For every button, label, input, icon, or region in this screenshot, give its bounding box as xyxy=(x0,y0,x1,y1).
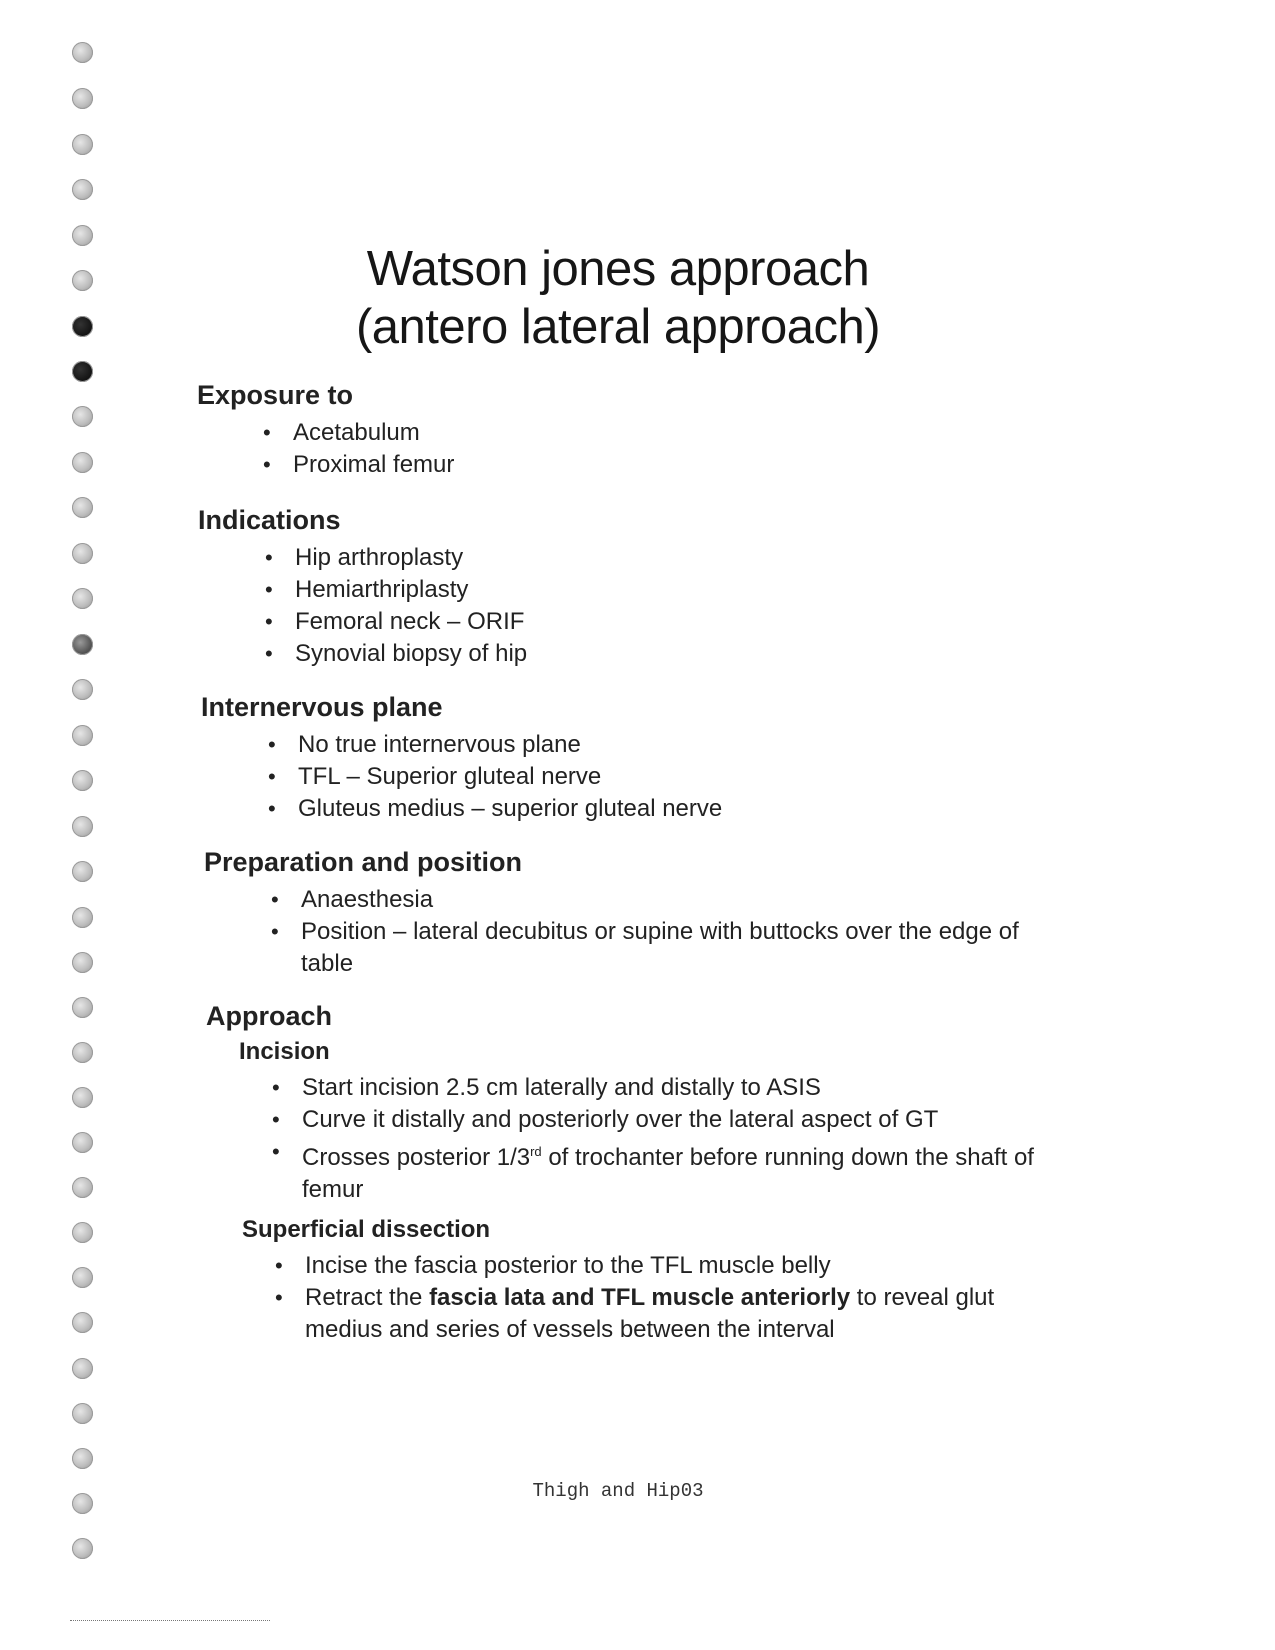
list-item: • Proximal femur xyxy=(263,449,454,481)
binder-hole xyxy=(72,452,93,473)
binder-hole xyxy=(72,1042,93,1063)
section-heading: Internervous plane xyxy=(201,692,443,722)
list-item xyxy=(272,1136,1062,1206)
binder-hole xyxy=(72,816,93,837)
binder-hole xyxy=(72,634,93,655)
title-line-2: (antero lateral approach) xyxy=(355,300,881,354)
section-internervous-plane xyxy=(201,692,722,825)
section-heading: Exposure to xyxy=(197,380,354,410)
binder-hole xyxy=(72,1222,93,1243)
binder-hole xyxy=(72,861,93,882)
list-item: • No true internervous plane xyxy=(268,729,722,761)
binder-hole xyxy=(72,1132,93,1153)
section-heading: Indications xyxy=(198,505,341,535)
binder-hole xyxy=(72,770,93,791)
binder-hole xyxy=(72,588,93,609)
binder-hole xyxy=(72,88,93,109)
binder-hole xyxy=(72,1448,93,1469)
section-heading: Approach xyxy=(206,1001,333,1031)
list-item xyxy=(275,1282,1055,1346)
binder-hole xyxy=(72,179,93,200)
list-item: • Anaesthesia xyxy=(271,884,1064,916)
binder-hole xyxy=(72,543,93,564)
section-preparation xyxy=(204,847,1064,980)
item-text: to reveal glut medius and series of vessels between the interval xyxy=(305,1284,995,1343)
binder-hole xyxy=(72,42,93,63)
list-item: • Gluteus medius – superior gluteal nerve xyxy=(268,793,722,825)
binder-hole xyxy=(72,997,93,1018)
binder-hole xyxy=(72,1177,93,1198)
bullet-list xyxy=(272,1072,1062,1206)
list-item: • Start incision 2.5 cm laterally and distally to ASIS xyxy=(272,1072,1062,1104)
subsection-heading: Incision xyxy=(239,1038,330,1065)
bullet-list xyxy=(271,884,1064,980)
page-title xyxy=(0,240,1236,356)
list-item: • Acetabulum xyxy=(263,417,454,449)
binder-hole xyxy=(72,497,93,518)
list-item: • Curve it distally and posteriorly over the lateral aspect of GT xyxy=(272,1104,1062,1136)
binder-hole xyxy=(72,406,93,427)
page-footer: Thigh and Hip03 xyxy=(532,1480,704,1502)
bullet-list xyxy=(265,542,527,670)
binder-hole xyxy=(72,1538,93,1559)
binder-hole xyxy=(72,725,93,746)
subsection-heading: Superficial dissection xyxy=(242,1216,491,1243)
item-bold-text: fascia lata and TFL muscle anteriorly xyxy=(429,1284,851,1311)
item-text: Crosses posterior 1/3 xyxy=(302,1144,531,1171)
binder-hole xyxy=(72,361,93,382)
section-exposure xyxy=(197,380,454,481)
bottom-rule xyxy=(70,1620,270,1621)
binder-hole xyxy=(72,1403,93,1424)
section-heading: Preparation and position xyxy=(204,847,523,877)
list-item: • Hemiarthriplasty xyxy=(265,574,527,606)
subsection-incision xyxy=(239,1038,1066,1206)
item-text: of trochanter before running down the shaft of femur xyxy=(302,1144,1034,1203)
subsection-superficial-dissection xyxy=(242,1216,1066,1346)
section-indications xyxy=(198,505,527,670)
bullet-list xyxy=(263,417,454,481)
binder-hole xyxy=(72,1358,93,1379)
binder-hole xyxy=(72,907,93,928)
binder-hole xyxy=(72,952,93,973)
binder-hole xyxy=(72,1312,93,1333)
binder-hole xyxy=(72,1087,93,1108)
bullet-list xyxy=(268,729,722,825)
ordinal-superscript: rd xyxy=(530,1144,542,1159)
binder-hole xyxy=(72,1267,93,1288)
binder-hole xyxy=(72,134,93,155)
title-line-1: Watson jones approach xyxy=(366,242,870,296)
list-item: • Hip arthroplasty xyxy=(265,542,527,574)
item-text: Retract the xyxy=(305,1284,430,1311)
binder-hole xyxy=(72,679,93,700)
section-approach xyxy=(206,1001,1066,1346)
bullet-list xyxy=(275,1250,1055,1346)
list-item: • Femoral neck – ORIF xyxy=(265,606,527,638)
list-item: • Position – lateral decubitus or supine with buttocks over the edge of table xyxy=(271,916,1064,980)
list-item: • TFL – Superior gluteal nerve xyxy=(268,761,722,793)
list-item: • Incise the fascia posterior to the TFL muscle belly xyxy=(275,1250,1055,1282)
list-item: • Synovial biopsy of hip xyxy=(265,638,527,670)
